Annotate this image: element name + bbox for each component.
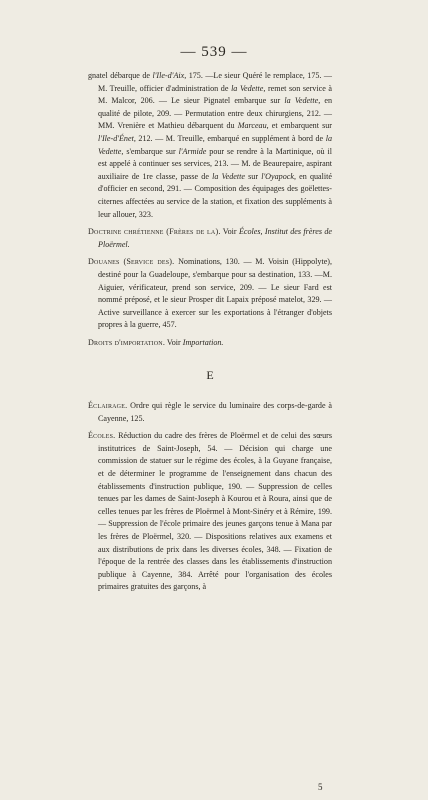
entry-text: Réduction du cadre des frères de Ploërmel et de celui des sœurs institutrices de Saint-Joseph, 54. — Décision qui charge une commission de statuer sur le régime des écoles, à la Guyane française, et de déterminer le programme de l'enseignement dans chacun des établissements d'instruction publique, 190. — Suppression de celles tenues par les dames de Saint-Joseph à Kourou et à Roura, ainsi que de celles tenues par les frères de Ploërmel à Mont-Sinéry et à Rémire, 199. — Suppression de l'école primaire des jeunes garçons tenue à Mana par les frères de Ploërmel, 320. — Dispositions relatives aux examens et aux distributions de prix dans les diverses écoles, 348. — Fixation de l'époque de la rentrée des classes dans les établissements d'instruction publique à Cayenne, 384. Arrêté pour l'organisation des écoles primaires gratuites des garçons, à — [98, 431, 332, 592]
page-number: — 539 — — [180, 44, 248, 60]
index-entry — [88, 337, 332, 350]
index-term: Doctrine chrétienne (Frères de la). — [88, 227, 221, 237]
entry-text: , en qualité d'officier en second, 291. — Composition des équipages des goëlettes-citernes affectées au service de la station, et fixation des suppléments à leur allouer, 323. — [98, 171, 332, 219]
index-term: Douanes (Service des). — [88, 257, 175, 267]
index-body — [88, 70, 332, 599]
entry-text: , 212. — M. Treuille, embarqué en supplément à bord de — [133, 133, 326, 143]
entry-text: Nominations, 130. — M. Voisin (Hippolyte), destiné pour la Guadeloupe, s'embarque pour sa destination, 133. —M. Aiguier, vérificateur, prend son service, 209. — Le sieur Fard est nommé préposé, et le sieur Prosper dit Lapaix préposé matelot, 329. — Active surveillance à exercer sur les exportations à l'étranger d'objets propres à la guerre, 457. — [98, 257, 333, 330]
index-entries-d — [88, 70, 332, 349]
index-entry — [88, 430, 332, 594]
italic-text: la Vedette — [231, 83, 264, 93]
entry-text: , s'embarque sur — [121, 146, 179, 156]
entry-text: pour se rendre à la Martinique, où il est appelé à continuer ses services, 213. — M. de Beaurepaire, aspirant auxiliaire de 1re classe, passe de — [98, 146, 332, 181]
italic-text: l'Ile-d'Aix — [152, 71, 185, 80]
italic-text: l'Oyapock — [261, 171, 294, 181]
entry-text: Voir — [220, 227, 239, 237]
index-entry — [88, 226, 332, 251]
italic-text: l'Ile-d'Énet — [98, 133, 134, 143]
italic-text: l'Armide — [178, 146, 207, 156]
index-term: Éclairage. — [88, 401, 128, 411]
entry-text: , remet son service à M. Malcor, 206. — Le sieur Pignatel embarque sur — [98, 83, 332, 106]
index-entries-e — [88, 400, 332, 594]
entry-text: , et embarquent sur — [266, 121, 332, 131]
entry-text: , en qualité de pilote, 209. — Permutation entre deux chirurgiens, 212. — MM. Vrenière et Mathieu débarquent du — [98, 96, 333, 131]
entry-text: gnatel débarque de — [88, 71, 153, 80]
italic-text: Marceau — [237, 121, 267, 131]
italic-text: la Vedette — [212, 171, 245, 181]
italic-text: la Vedette — [284, 96, 319, 106]
index-entry — [88, 256, 332, 332]
entry-text: sur — [244, 171, 262, 181]
index-term: Droits d'importation. — [88, 337, 166, 347]
entry-text: Voir — [165, 337, 183, 347]
italic-text: Écoles, Institut des frères de Ploërmel. — [98, 227, 332, 249]
signature-mark: 5 — [318, 782, 323, 792]
italic-text: Importation. — [182, 337, 224, 347]
italic-text: la Vedette — [98, 133, 332, 156]
entry-text: Ordre qui règle le service du luminaire des corps-de-garde à Cayenne, 125. — [98, 401, 332, 423]
entry-text: , 175. —Le sieur Quéré le remplace, 175. — M. Treuille, officier d'administration de — [98, 71, 332, 93]
index-term: Écoles. — [88, 431, 116, 441]
index-entry — [88, 400, 332, 425]
section-letter: E — [206, 368, 214, 383]
index-entry — [88, 70, 332, 221]
